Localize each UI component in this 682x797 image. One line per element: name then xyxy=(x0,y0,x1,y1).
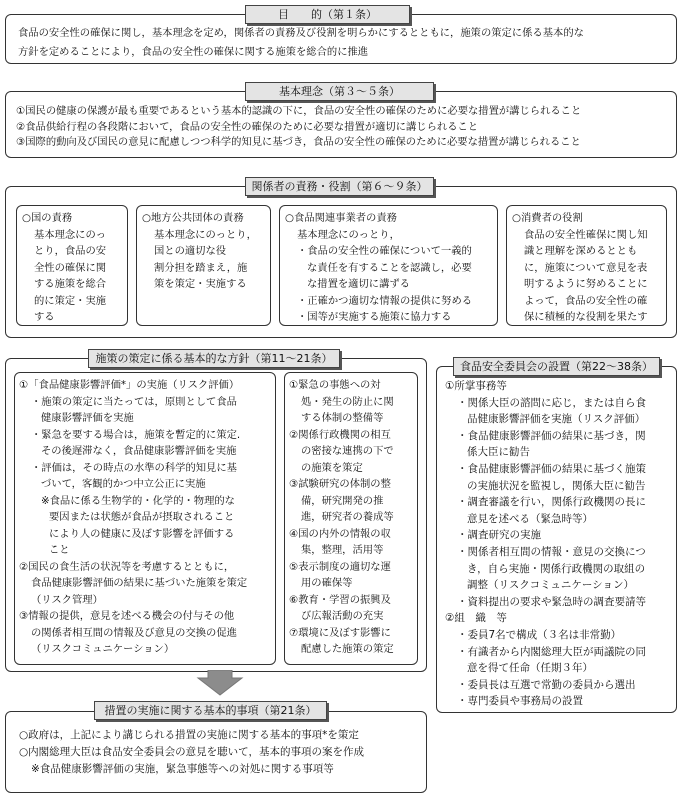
principle-item: ③国際的動向及び国民の意見に配慮しつつ科学的知見に基づき，食品の安全性の確保のために必要な措置が講じられること xyxy=(16,136,581,148)
policy-item: ①緊急の事態への対 xyxy=(289,379,381,391)
policy-title: 施策の策定に係る基本的な方針（第11～21条） xyxy=(88,349,340,368)
food-business-box: ○食品関連事業者の責務 基本理念にのっとり， ・食品の安全性の確保について一義的 な責任を有することを認識し，必要 な措置を適切に講ずる ・正確かつ適切な情報の提供に努める ・国等が実施する施策に協力する xyxy=(279,205,498,326)
policy-item: ①「食品健康影響評価*」の実施（リスク評価） xyxy=(19,379,240,391)
policy-item: ④国の内外の情報の収 xyxy=(289,527,391,540)
box-heading: ○食品関連事業者の責務 xyxy=(285,212,397,224)
purpose-title: 目 的（第１条） xyxy=(245,5,410,24)
commission-title: 食品安全委員会の設置（第22～38条） xyxy=(453,357,660,376)
principles-title: 基本理念（第３～５条） xyxy=(245,82,434,101)
down-arrow-icon xyxy=(196,670,244,696)
measure-item: ○内閣総理大臣は食品安全委員会の意見を聴いて，基本的事項の案を作成 xyxy=(19,746,364,758)
national-responsibility-box: ○国の責務 基本理念にのっ とり，食品の安 全性の確保に関 する施策を総合 的に策定・実施 する xyxy=(16,205,128,326)
policy-item: ③試験研究の体制の整 xyxy=(289,478,391,490)
policy-right-box: ①緊急の事態への対 処・発生の防止に関 する体制の整備等 ②関係行政機関の相互 の密接な連携の下で の施策を策定 ③試験研究の体制の整 備，研究開発の推 進，研究者の養成等 ④国の内外の情報の収 集，整理，活用等 ⑤表示制度の適切な運 用の確保等 ⑥教育・学習の振興及 び広報活動の充実 ⑦環境に及ぼす影響に 配慮した施策の策定 xyxy=(284,372,418,665)
policy-item: ⑦環境に及ぼす影響に xyxy=(289,626,391,639)
local-government-box: ○地方公共団体の責務 基本理念にのっとり， 国との適切な役 割分担を踏まえ，施 策を策定・実施する xyxy=(136,205,271,326)
policy-item: ③情報の提供，意見を述べる機会の付与その他 xyxy=(19,610,235,622)
policy-item: ②関係行政機関の相互 xyxy=(289,428,391,441)
measures-text xyxy=(19,727,364,778)
purpose-text xyxy=(18,26,584,60)
commission-text: ①所掌事務等 ・関係大臣の諮問に応じ，または自ら食 品健康影響評価を実施（リスク評価） ・食品健康影響評価の結果に基づき，関 係大臣に勧告 ・食品健康影響評価の結果に基づく施策 の実施状況を監視し，関係大臣に勧告 ・調査審議を行い，関係行政機関の長に 意見を述べる（緊急時等） ・調査研究の実施 ・関係者相互間の情報・意見の交換につ き，自ら実施・関係行政機関の取組の 調整（リスクコミュニケーション） ・資料提出の要求や緊急時の調査要請等 ②組 織 等 ・委員7名で構成（３名は非常勤） ・有識者から内閣総理大臣が両議院の同 意を得て任命（任期３年） ・委員長は互選で常勤の委員から選出 ・専門委員や事務局の設置 xyxy=(445,380,646,708)
policy-item: ②国民の食生活の状況等を考慮するとともに， xyxy=(19,560,235,573)
principle-item: ②食品供給行程の各段階において，食品の安全性の確保のために必要な措置が適切に講じられること xyxy=(16,120,479,133)
box-heading: ○地方公共団体の責務 xyxy=(142,212,244,224)
measure-item: ○政府は，上記により講じられる措置の実施に関する基本的事項*を策定 xyxy=(19,729,359,741)
purpose-line: 方針を定めることにより，食品の安全性の確保に関する施策を総合的に推進 xyxy=(18,45,369,58)
box-heading: ○国の責務 xyxy=(22,212,73,224)
policy-item: ⑥教育・学習の振興及 xyxy=(289,593,391,606)
measures-title: 措置の実施に関する基本的事項（第21条） xyxy=(94,701,327,720)
commission-heading: ①所掌事務等 xyxy=(445,380,507,392)
policy-item: ⑤表示制度の適切な運 xyxy=(289,560,391,573)
consumer-role-box: ○消費者の役割 食品の安全性確保に関し知 識と理解を深めるととも に，施策について意見を表 明するように努めることに よって，食品の安全性の確 保に積極的な役割を果たす xyxy=(506,205,667,326)
principles-text xyxy=(16,104,581,151)
purpose-line: 食品の安全性の確保に関し，基本理念を定め，関係者の責務及び役割を明らかにするとともに，施策の策定に係る基本的な xyxy=(18,27,584,39)
commission-heading: ②組 織 等 xyxy=(445,612,507,625)
measure-note: ※食品健康影響評価の実施，緊急事態等への対処に関する事項等 xyxy=(31,763,334,775)
principle-item: ①国民の健康の保護が最も重要であるという基本的認識の下に，食品の安全性の確保のために必要な措置が講じられること xyxy=(16,105,582,117)
box-heading: ○消費者の役割 xyxy=(512,212,583,224)
policy-left-box: ①「食品健康影響評価*」の実施（リスク評価） ・施策の策定に当たっては，原則として食品 健康影響評価を実施 ・緊急を要する場合は，施策を暫定的に策定. その後遅滞なく，食品健康影響評価を実施 ・評価は，その時点の水準の科学的知見に基 づいて，客観的かつ中立公正に実施 ※食品に係る生物学的・化学的・物理的な 要因または状態が食品が摂取されること により人の健康に及ぼす影響を評価する こと ②国民の食生活の状況等を考慮するとともに， 食品健康影響評価の結果に基づいた施策を策定 （リスク管理） ③情報の提供，意見を述べる機会の付与その他 の関係者相互間の情報及び意見の交換の促進 （リスクコミュニケーション） xyxy=(14,372,276,665)
roles-title: 関係者の責務・役割（第６～９条） xyxy=(245,177,434,196)
